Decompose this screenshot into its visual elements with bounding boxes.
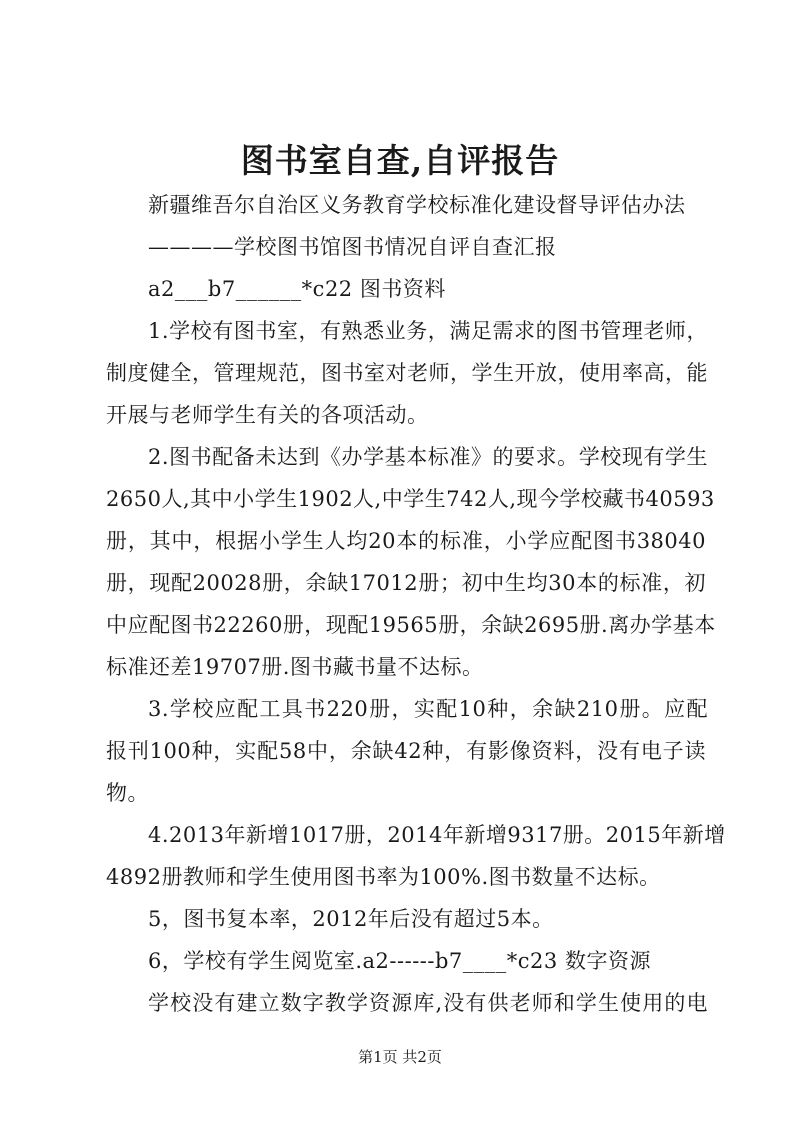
paragraph-line: 报刊100种，实配58中，余缺42种，有影像资料，没有电子读 xyxy=(106,739,706,763)
paragraph-line: 制度健全，管理规范，图书室对老师，学生开放，使用率高，能 xyxy=(106,361,708,385)
paragraph-line: 册，现配20028册，余缺17012册；初中生均30本的标准，初 xyxy=(106,571,706,595)
paragraph-line: 中应配图书22260册，现配19565册，余缺2695册.离办学基本 xyxy=(106,613,716,637)
paragraph-line: 1.学校有图书室，有熟悉业务，满足需求的图书管理老师， xyxy=(148,319,708,343)
subtitle-line: 新疆维吾尔自治区义务教育学校标准化建设督导评估办法 xyxy=(148,193,686,217)
paragraph-line: 5，图书复本率，2012年后没有超过5本。 xyxy=(148,907,554,931)
section-heading: a2___b7______*c22 图书资料 xyxy=(148,277,446,301)
paragraph-line: 4892册教师和学生使用图书率为100%.图书数量不达标。 xyxy=(106,865,661,889)
page-number-footer: 第1页 共2页 xyxy=(358,1048,442,1066)
paragraph-line: 3.学校应配工具书220册，实配10种，余缺210册。应配 xyxy=(148,697,708,721)
document-title: 图书室自查,自评报告 xyxy=(240,141,560,180)
paragraph-line: 标准还差19707册.图书藏书量不达标。 xyxy=(106,655,484,679)
paragraph-line: 册，其中，根据小学生人均20本的标准，小学应配图书38040 xyxy=(106,529,706,553)
paragraph-line: 开展与老师学生有关的各项活动。 xyxy=(106,403,429,427)
subtitle-line: ————学校图书馆图书情况自评自查汇报 xyxy=(148,235,557,259)
paragraph-line: 物。 xyxy=(106,781,149,805)
paragraph-line: 6，学校有学生阅览室.a2------b7____*c23 数字资源 xyxy=(148,949,651,973)
paragraph-line: 学校没有建立数字教学资源库,没有供老师和学生使用的电 xyxy=(148,991,708,1015)
paragraph-line: 4.2013年新增1017册，2014年新增9317册。2015年新增 xyxy=(148,823,726,847)
paragraph-line: 2.图书配备未达到《办学基本标准》的要求。学校现有学生 xyxy=(148,445,708,469)
paragraph-line: 2650人,其中小学生1902人,中学生742人,现今学校藏书40593 xyxy=(106,487,715,511)
